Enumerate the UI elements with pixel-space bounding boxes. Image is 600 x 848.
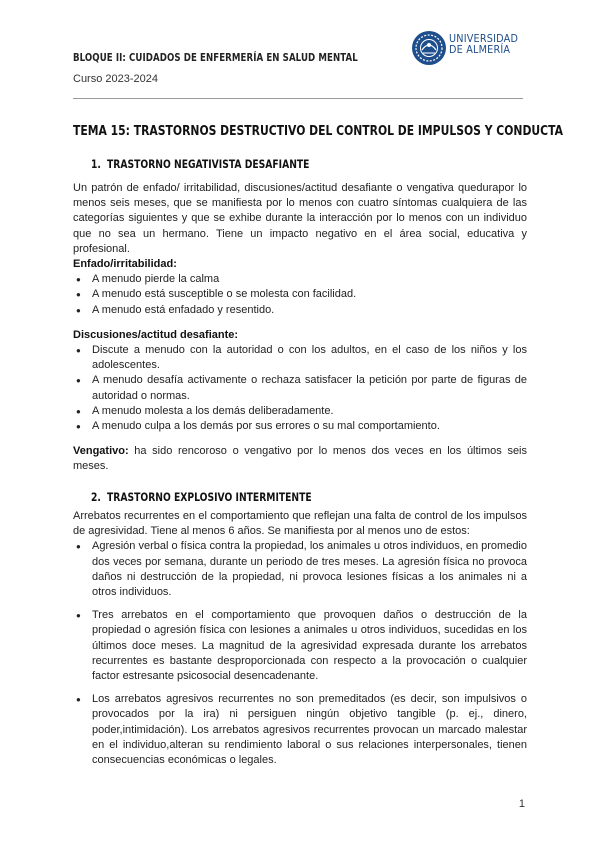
vengativo-label: Vengativo: <box>73 445 129 458</box>
section-1-title: TRASTORNO NEGATIVISTA DESAFIANTE <box>107 157 310 171</box>
course-label: Curso 2023-2024 <box>73 73 159 85</box>
discusiones-list <box>73 343 527 434</box>
section-2-heading <box>91 490 312 504</box>
logo-wordmark <box>449 34 518 56</box>
vengativo-paragraph <box>73 444 527 474</box>
section-1-number: 1. <box>91 157 101 171</box>
list-item: ● Discute a menudo con la autoridad o con los adultos, en el caso de los niños y los adolescentes. <box>73 343 527 373</box>
header-title: BLOQUE II: CUIDADOS DE ENFERMERÍA EN SALUD MENTAL <box>73 52 358 64</box>
section-1-body <box>73 181 527 475</box>
section-1-intro: Un patrón de enfado/ irritabilidad, discusiones/actitud desafiante o vengativa quedurapor lo menos seis meses, que se manifiesta por lo menos con cuatro síntomas cualquiera de las categorías siguientes y que se exhibe durante la interacción por lo menos con un individuo que no sea un hermano. Tiene un impacto negativo en el área social, educativa y profesional. <box>73 182 527 255</box>
section-1-heading <box>91 157 309 171</box>
list-item: ● Tres arrebatos en el comportamiento que provoquen daños o destrucción de la propiedad o agresión física con lesiones a animales u otros individuos, sucedidas en los últimos doce meses. La magnitud de la agresividad expresada durante los arrebatos recurrentes es bastante desproporcionada con respecto a la provocación o cualquier factor estresante psicosocial desencadenante. <box>73 608 527 684</box>
list-item: ● A menudo desafía activamente o rechaza satisfacer la petición por parte de figuras de autoridad o normas. <box>73 373 527 403</box>
list-item: ● A menudo pierde la calma <box>73 272 527 287</box>
criteria-list <box>73 608 527 684</box>
enfado-list <box>73 272 527 318</box>
section-2-title: TRASTORNO EXPLOSIVO INTERMITENTE <box>107 490 312 504</box>
university-logo <box>411 28 527 68</box>
university-emblem-icon <box>411 28 447 68</box>
logo-line-2: DE ALMERÍA <box>449 45 511 56</box>
list-item: ● A menudo está enfadado y resentido. <box>73 303 527 318</box>
logo-line-1: UNIVERSIDAD <box>449 34 519 45</box>
list-item: ● Los arrebatos agresivos recurrentes no son premeditados (es decir, son impulsivos o provocados por la ira) ni persiguen ningún objetivo tangible (p. ej., dinero, poder,intimidación). Los arrebatos agresivos recurrentes provocan un marcado malestar en el individuo,alteran su rendimiento laboral o sus relaciones interpersonales, tienen consecuencias económicas o legales. <box>73 692 527 768</box>
section-2-body <box>73 509 527 768</box>
list-item: ● Agresión verbal o física contra la propiedad, los animales u otros individuos, en promedio dos veces por semana, durante un periodo de tres meses. La agresión física no provoca daños ni destrucción de la propiedad, ni provoca lesiones físicas a los animales ni a otros individuos. <box>73 539 527 600</box>
document-header <box>73 52 420 85</box>
page-title: TEMA 15: TRASTORNOS DESTRUCTIVO DEL CONTROL DE IMPULSOS Y CONDUCTA <box>73 123 563 139</box>
list-item: ● A menudo culpa a los demás por sus errores o su mal comportamiento. <box>73 419 527 434</box>
section-2-intro: Arrebatos recurrentes en el comportamiento que reflejan una falta de control de los impulsos de agresividad. Tiene al menos 6 años. Se manifiesta por al menos uno de estos: <box>73 510 527 538</box>
vengativo-text: ha sido rencoroso o vengativo por lo menos dos veces en los últimos seis meses. <box>73 445 527 473</box>
criteria-list <box>73 692 527 768</box>
list-item: ● A menudo está susceptible o se molesta con facilidad. <box>73 287 527 302</box>
page-number: 1 <box>518 798 525 810</box>
list-item: ● A menudo molesta a los demás deliberadamente. <box>73 404 527 419</box>
section-2-number: 2. <box>91 490 101 504</box>
criteria-list <box>73 539 527 600</box>
header-divider <box>73 98 523 99</box>
discusiones-heading: Discusiones/actitud desafiante: <box>73 328 239 341</box>
enfado-heading: Enfado/irritabilidad: <box>73 258 177 271</box>
